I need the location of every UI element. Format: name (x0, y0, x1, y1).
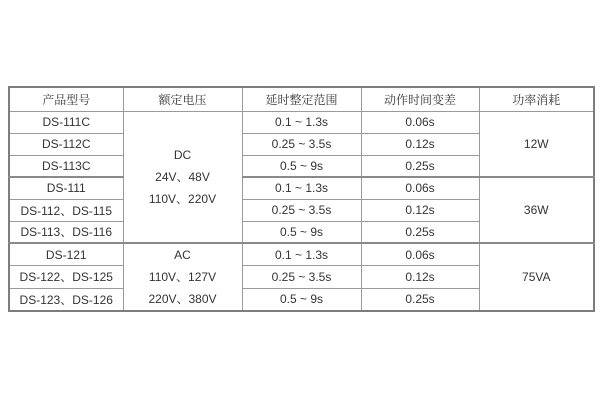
voltage-line: AC (174, 248, 191, 262)
voltage-line: 110V、127V (148, 270, 217, 284)
range-cell: 0.1 ~ 1.3s (242, 243, 361, 266)
model-cell: DS-112、DS-115 (9, 199, 123, 221)
table-row (9, 111, 594, 133)
table-row (9, 243, 594, 266)
range-cell: 0.5 ~ 9s (242, 288, 361, 311)
variation-cell: 0.12s (361, 133, 479, 155)
voltage-line: DC (173, 147, 192, 162)
range-cell: 0.25 ~ 3.5s (242, 133, 361, 155)
header-row (9, 87, 594, 111)
range-cell: 0.25 ~ 3.5s (242, 199, 361, 221)
range-cell: 0.25 ~ 3.5s (242, 266, 361, 289)
variation-cell: 0.12s (361, 266, 479, 289)
model-cell: DS-123、DS-126 (9, 288, 123, 311)
voltage-cell-ac (123, 243, 242, 311)
voltage-line: 110V、220V (148, 191, 217, 206)
header-rated-voltage: 额定电压 (123, 87, 242, 111)
variation-cell: 0.25s (361, 221, 479, 243)
model-cell: DS-113C (9, 155, 123, 177)
power-cell-75va: 75VA (479, 243, 594, 311)
model-cell: DS-111 (9, 177, 123, 199)
range-cell: 0.5 ~ 9s (242, 221, 361, 243)
voltage-line: 220V、380V (148, 292, 217, 306)
header-action-time-variation: 动作时间变差 (361, 87, 479, 111)
variation-cell: 0.06s (361, 243, 479, 266)
range-cell: 0.1 ~ 1.3s (242, 177, 361, 199)
variation-cell: 0.25s (361, 155, 479, 177)
header-product-model: 产品型号 (9, 87, 123, 111)
header-power-consumption: 功率消耗 (479, 87, 594, 111)
voltage-line: 24V、48V (155, 169, 210, 184)
model-cell: DS-122、DS-125 (9, 266, 123, 289)
range-cell: 0.5 ~ 9s (242, 155, 361, 177)
variation-cell: 0.12s (361, 199, 479, 221)
variation-cell: 0.06s (361, 111, 479, 133)
model-cell: DS-112C (9, 133, 123, 155)
voltage-cell-dc (123, 111, 242, 243)
relay-spec-table (8, 86, 595, 312)
power-cell-12w: 12W (479, 111, 594, 177)
variation-cell: 0.25s (361, 288, 479, 311)
model-cell: DS-113、DS-116 (9, 221, 123, 243)
range-cell: 0.1 ~ 1.3s (242, 111, 361, 133)
model-cell: DS-111C (9, 111, 123, 133)
table-row (9, 177, 594, 199)
power-cell-36w: 36W (479, 177, 594, 243)
header-delay-setting-range: 延时整定范围 (242, 87, 361, 111)
model-cell: DS-121 (9, 243, 123, 266)
variation-cell: 0.06s (361, 177, 479, 199)
